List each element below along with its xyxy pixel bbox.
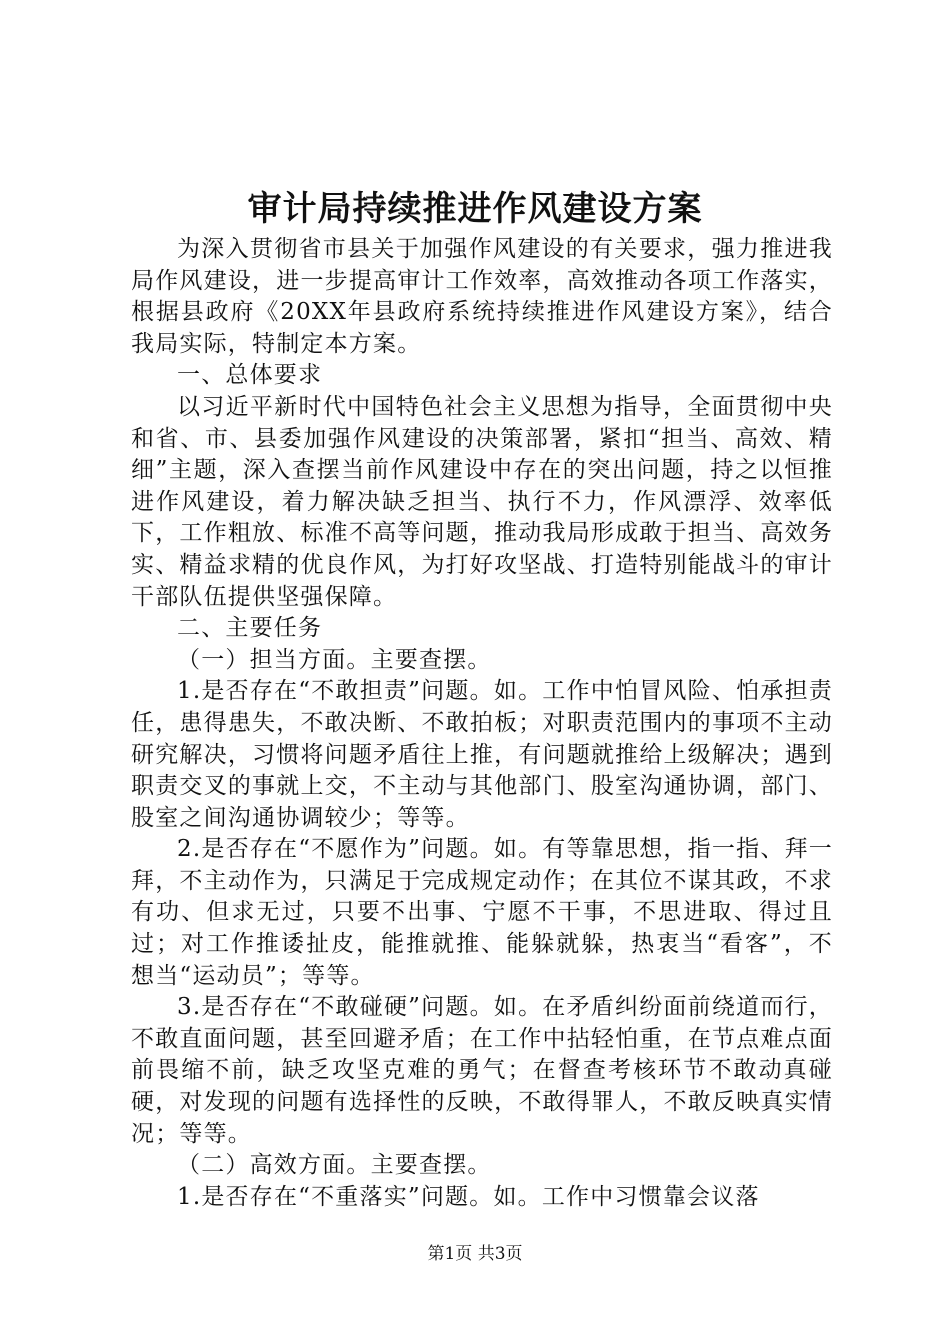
paragraph-item-2: 2.是否存在“不愿作为”问题。如。有等靠思想，指一指、拜一拜，不主动作为，只满足于完成规定动作；在其位不谋其政，不求有功、但求无过，只要不出事、宁愿不干事，不思进取、得过且过；对工作推诿扯皮，能推就推、能躲就躲，热衷当“看客”，不想当“运动员”；等等。 [131, 836, 833, 989]
heading-general-requirements: 一、总体要求 [177, 362, 323, 389]
subheading-efficiency: （二）高效方面。主要查摆。 [177, 1152, 492, 1179]
heading-main-tasks: 二、主要任务 [177, 615, 323, 642]
paragraph-item-1: 1.是否存在“不敢担责”问题。如。工作中怕冒风险、怕承担责任，患得患失，不敢决断、不敢拍板；对职责范围内的事项不主动研究解决，习惯将问题矛盾往上推，有问题就推给上级解决；遇到职责交叉的事就上交，不主动与其他部门、股室沟通协调，部门、股室之间沟通协调较少；等等。 [131, 678, 833, 831]
document-title: 审计局持续推进作风建设方案 [247, 189, 703, 229]
paragraph-efficiency-item-1: 1.是否存在“不重落实”问题。如。工作中习惯靠会议落 [177, 1183, 760, 1210]
paragraph-general-requirements: 以习近平新时代中国特色社会主义思想为指导，全面贯彻中央和省、市、县委加强作风建设的决策部署，紧扣“担当、高效、精细”主题，深入查摆当前作风建设中存在的突出问题，持之以恒推进作风建设，着力解决缺乏担当、执行不力，作风漂浮、效率低下，工作粗放、标准不高等问题，推动我局形成敢于担当、高效务实、精益求精的优良作风，为打好攻坚战、打造特别能战斗的审计干部队伍提供坚强保障。 [131, 393, 833, 610]
document-body [131, 234, 833, 1213]
paragraph-intro: 为深入贯彻省市县关于加强作风建设的有关要求，强力推进我局作风建设，进一步提高审计工作效率，高效推动各项工作落实，根据县政府《20XX年县政府系统持续推进作风建设方案》，结合我局实际，特制定本方案。 [131, 236, 833, 357]
page-footer: 第1页 共3页 [427, 1244, 523, 1264]
subheading-responsibility: （一）担当方面。主要查摆。 [177, 646, 492, 673]
paragraph-item-3: 3.是否存在“不敢碰硬”问题。如。在矛盾纠纷面前绕道而行，不敢直面问题，甚至回避矛盾；在工作中拈轻怕重，在节点难点面前畏缩不前，缺乏攻坚克难的勇气；在督查考核环节不敢动真碰硬，对发现的问题有选择性的反映，不敢得罪人，不敢反映真实情况；等等。 [131, 994, 833, 1147]
